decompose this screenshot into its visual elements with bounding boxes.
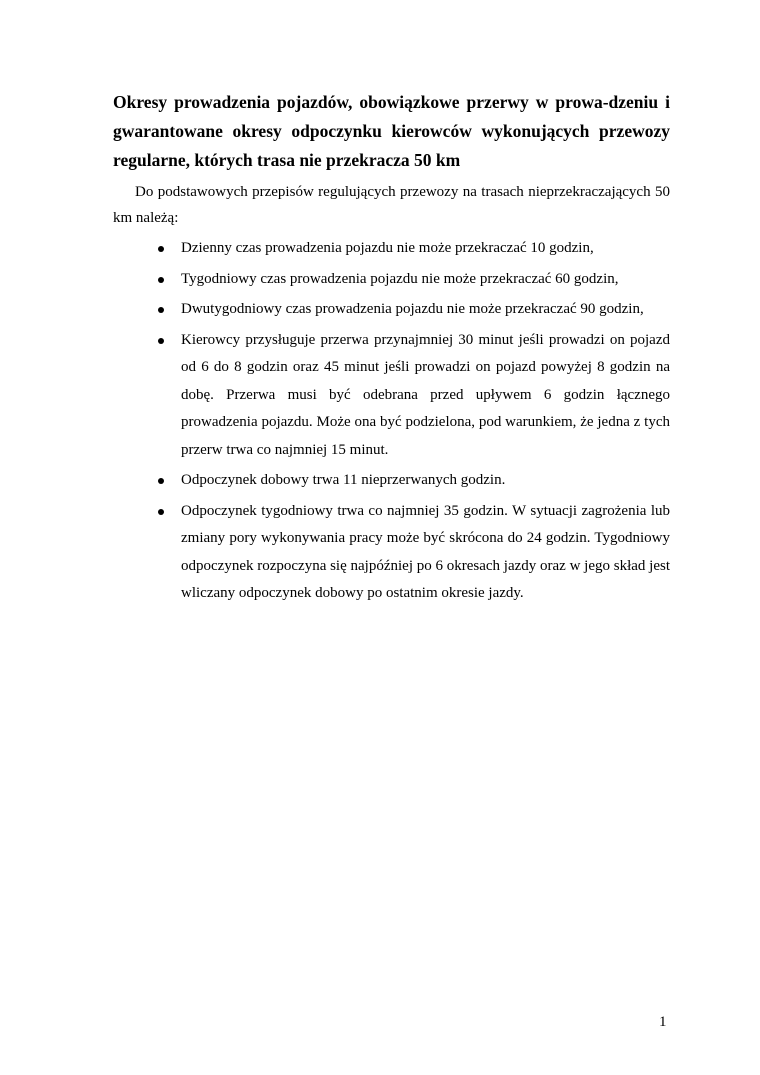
bullet-icon	[158, 246, 164, 252]
document-title: Okresy prowadzenia pojazdów, obowiązkowe przerwy w prowa-dzeniu i gwarantowane okresy odpoczynku kierowców wykonujących przewozy regularne, których trasa nie przekracza 50 km	[113, 92, 670, 170]
list-item-text: Odpoczynek tygodniowy trwa co najmniej 35 godzin. W sytuacji zagrożenia lub zmiany pory wykonywania pracy może być skrócona do 24 godzin. Tygodniowy odpoczynek rozpoczyna się najpóźniej po 6 okresach jazdy oraz w jego skład jest wliczany odpoczynek dobowy po ostatnim okresie jazdy.	[181, 502, 670, 601]
list-item	[113, 327, 670, 465]
list-item	[113, 498, 670, 608]
page-number: 1	[659, 1014, 667, 1030]
list-item	[113, 266, 670, 294]
bullet-icon	[158, 307, 164, 313]
list-item	[113, 296, 670, 324]
rules-list	[113, 235, 670, 608]
bullet-icon	[158, 277, 164, 283]
bullet-icon	[158, 338, 164, 344]
list-item-text: Kierowcy przysługuje przerwa przynajmniej 30 minut jeśli prowadzi on pojazd od 6 do 8 godzin oraz 45 minut jeśli prowadzi on pojazd powyżej 8 godzin na dobę. Przerwa musi być odebrana przed upływem 6 godzin łącznego prowadzenia pojazdu. Może ona być podzielona, pod warunkiem, że jedna z tych przerw trwa co najmniej 15 minut.	[181, 331, 670, 458]
list-item	[113, 467, 670, 495]
bullet-icon	[158, 509, 164, 515]
list-item-text: Odpoczynek dobowy trwa 11 nieprzerwanych godzin.	[181, 472, 506, 488]
list-item-text: Tygodniowy czas prowadzenia pojazdu nie może przekraczać 60 godzin,	[181, 270, 619, 287]
list-item	[113, 235, 670, 263]
intro-paragraph: Do podstawowych przepisów regulujących przewozy na trasach nieprzekraczających 50 km należą:	[113, 184, 670, 226]
page-content	[113, 88, 670, 611]
list-item-text: Dwutygodniowy czas prowadzenia pojazdu nie może przekraczać 90 godzin,	[181, 301, 644, 317]
list-item-text: Dzienny czas prowadzenia pojazdu nie może przekraczać 10 godzin,	[181, 240, 594, 256]
bullet-icon	[158, 478, 164, 484]
